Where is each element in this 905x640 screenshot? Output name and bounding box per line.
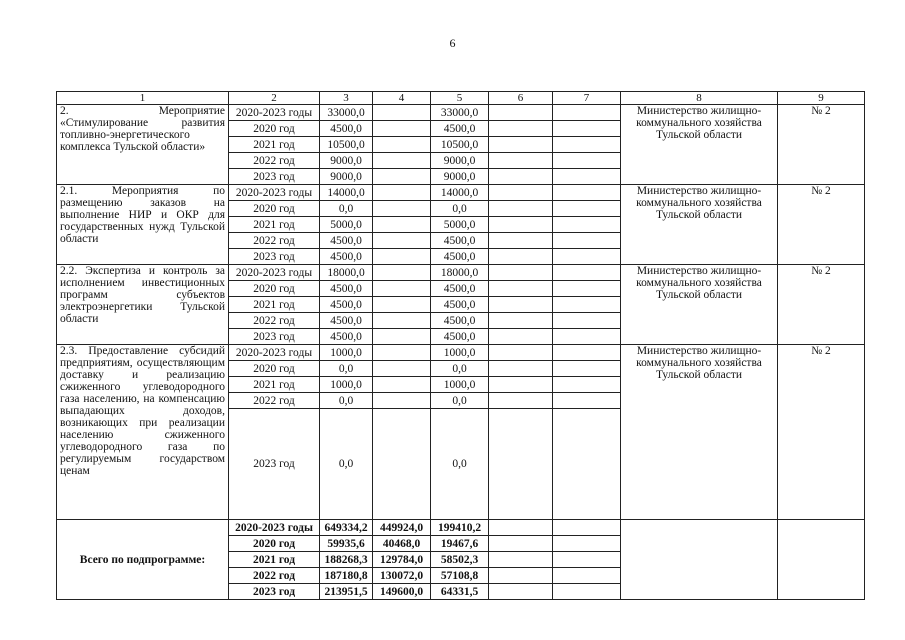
period-cell: 2023 год xyxy=(229,249,320,265)
period-cell: 2023 год xyxy=(229,169,320,185)
total-cell: 9000,0 xyxy=(320,153,373,169)
col6-cell xyxy=(489,313,553,329)
totals-federal-cell: 149600,0 xyxy=(373,584,431,600)
federal-cell xyxy=(373,329,431,345)
federal-cell xyxy=(373,233,431,249)
period-cell: 2020 год xyxy=(229,201,320,217)
totals-total-cell: 59935,6 xyxy=(320,536,373,552)
federal-cell xyxy=(373,409,431,520)
col6-cell xyxy=(489,233,553,249)
col6-cell xyxy=(489,409,553,520)
totals-total-cell: 649334,2 xyxy=(320,520,373,536)
note-cell: № 2 xyxy=(778,185,865,265)
federal-cell xyxy=(373,393,431,409)
note-cell: № 2 xyxy=(778,105,865,185)
col7-cell xyxy=(553,297,621,313)
col6-cell xyxy=(489,137,553,153)
item-name-cell xyxy=(57,105,229,185)
col7-cell xyxy=(553,520,621,536)
federal-cell xyxy=(373,217,431,233)
regional-cell: 4500,0 xyxy=(431,297,489,313)
header-cell: 4 xyxy=(373,92,431,105)
item-name: 2.1. Мероприятия по размещению заказов на выполнение НИР и ОКР для государственных нужд Тульской области xyxy=(60,185,225,245)
col6-cell xyxy=(489,568,553,584)
period-cell: 2020 год xyxy=(229,281,320,297)
totals-total-cell: 188268,3 xyxy=(320,552,373,568)
period-cell: 2021 год xyxy=(229,137,320,153)
col6-cell xyxy=(489,584,553,600)
federal-cell xyxy=(373,297,431,313)
totals-period-cell: 2021 год xyxy=(229,552,320,568)
regional-cell: 18000,0 xyxy=(431,265,489,281)
totals-period-cell: 2022 год xyxy=(229,568,320,584)
header-cell: 5 xyxy=(431,92,489,105)
regional-cell: 4500,0 xyxy=(431,281,489,297)
federal-cell xyxy=(373,169,431,185)
col6-cell xyxy=(489,153,553,169)
period-cell: 2022 год xyxy=(229,313,320,329)
subprogram-table xyxy=(56,91,865,600)
col6-cell xyxy=(489,265,553,281)
col6-cell xyxy=(489,185,553,201)
period-cell: 2021 год xyxy=(229,297,320,313)
totals-federal-cell: 130072,0 xyxy=(373,568,431,584)
regional-cell: 0,0 xyxy=(431,201,489,217)
total-cell: 4500,0 xyxy=(320,329,373,345)
col7-cell xyxy=(553,313,621,329)
period-cell: 2022 год xyxy=(229,393,320,409)
regional-cell: 0,0 xyxy=(431,361,489,377)
period-cell: 2022 год xyxy=(229,233,320,249)
regional-cell: 5000,0 xyxy=(431,217,489,233)
responsible-org-cell: Министерство жилищно-коммунального хозяйства Тульской области xyxy=(621,105,778,185)
period-cell: 2020 год xyxy=(229,361,320,377)
col6-cell xyxy=(489,536,553,552)
total-cell: 4500,0 xyxy=(320,233,373,249)
period-cell: 2020-2023 годы xyxy=(229,345,320,361)
col7-cell xyxy=(553,329,621,345)
totals-period-cell: 2020 год xyxy=(229,536,320,552)
col6-cell xyxy=(489,361,553,377)
header-cell: 2 xyxy=(229,92,320,105)
federal-cell xyxy=(373,201,431,217)
total-cell: 1000,0 xyxy=(320,345,373,361)
col6-cell xyxy=(489,393,553,409)
period-cell: 2020 год xyxy=(229,121,320,137)
federal-cell xyxy=(373,361,431,377)
col7-cell xyxy=(553,552,621,568)
federal-cell xyxy=(373,185,431,201)
period-cell: 2020-2023 годы xyxy=(229,265,320,281)
period-cell: 2021 год xyxy=(229,377,320,393)
col7-cell xyxy=(553,281,621,297)
col7-cell xyxy=(553,536,621,552)
col7-cell xyxy=(553,105,621,121)
totals-label: Всего по подпрограмме: xyxy=(57,520,229,600)
totals-regional-cell: 19467,6 xyxy=(431,536,489,552)
regional-cell: 0,0 xyxy=(431,409,489,520)
totals-period-cell: 2020-2023 годы xyxy=(229,520,320,536)
col7-cell xyxy=(553,345,621,361)
federal-cell xyxy=(373,249,431,265)
col6-cell xyxy=(489,169,553,185)
table-row xyxy=(57,105,865,121)
col6-cell xyxy=(489,297,553,313)
col6-cell xyxy=(489,201,553,217)
header-cell: 9 xyxy=(778,92,865,105)
table-row xyxy=(57,265,865,281)
header-cell: 1 xyxy=(57,92,229,105)
responsible-org-cell: Министерство жилищно-коммунального хозяйства Тульской области xyxy=(621,345,778,520)
total-cell: 9000,0 xyxy=(320,169,373,185)
header-cell: 6 xyxy=(489,92,553,105)
total-cell: 18000,0 xyxy=(320,265,373,281)
total-cell: 4500,0 xyxy=(320,121,373,137)
col7-cell xyxy=(553,153,621,169)
regional-cell: 4500,0 xyxy=(431,313,489,329)
total-cell: 4500,0 xyxy=(320,249,373,265)
item-name-cell xyxy=(57,265,229,345)
col6-cell xyxy=(489,377,553,393)
col6-cell xyxy=(489,281,553,297)
total-cell: 4500,0 xyxy=(320,313,373,329)
item-name: 2.3. Предоставление субсидий предприятиям, осуществляющим доставку и реализацию сжиженного углеводородного газа населению, на компенсацию выпадающих доходов, возникающих при реализации населению сжиженного углеводородного газа по регулируемым государством ценам xyxy=(60,345,225,477)
col6-cell xyxy=(489,552,553,568)
federal-cell xyxy=(373,265,431,281)
col7-cell xyxy=(553,121,621,137)
totals-federal-cell: 449924,0 xyxy=(373,520,431,536)
col6-cell xyxy=(489,249,553,265)
col7-cell xyxy=(553,393,621,409)
note-cell: № 2 xyxy=(778,265,865,345)
total-cell: 10500,0 xyxy=(320,137,373,153)
totals-org-cell xyxy=(621,520,778,600)
col6-cell xyxy=(489,217,553,233)
federal-cell xyxy=(373,345,431,361)
header-row xyxy=(57,92,865,105)
period-cell: 2020-2023 годы xyxy=(229,105,320,121)
total-cell: 0,0 xyxy=(320,201,373,217)
totals-federal-cell: 129784,0 xyxy=(373,552,431,568)
col7-cell xyxy=(553,568,621,584)
regional-cell: 14000,0 xyxy=(431,185,489,201)
col7-cell xyxy=(553,409,621,520)
period-cell: 2023 год xyxy=(229,329,320,345)
regional-cell: 4500,0 xyxy=(431,249,489,265)
table-row xyxy=(57,345,865,361)
total-cell: 14000,0 xyxy=(320,185,373,201)
regional-cell: 9000,0 xyxy=(431,153,489,169)
totals-regional-cell: 58502,3 xyxy=(431,552,489,568)
totals-regional-cell: 199410,2 xyxy=(431,520,489,536)
regional-cell: 33000,0 xyxy=(431,105,489,121)
totals-total-cell: 187180,8 xyxy=(320,568,373,584)
regional-cell: 4500,0 xyxy=(431,329,489,345)
col7-cell xyxy=(553,584,621,600)
col7-cell xyxy=(553,217,621,233)
total-cell: 0,0 xyxy=(320,409,373,520)
totals-federal-cell: 40468,0 xyxy=(373,536,431,552)
header-cell: 7 xyxy=(553,92,621,105)
col6-cell xyxy=(489,520,553,536)
col6-cell xyxy=(489,121,553,137)
col7-cell xyxy=(553,137,621,153)
total-cell: 4500,0 xyxy=(320,297,373,313)
col6-cell xyxy=(489,105,553,121)
item-name: 2. Мероприятие «Стимулирование развития топливно-энергетического комплекса Тульской области» xyxy=(60,105,225,153)
total-cell: 0,0 xyxy=(320,393,373,409)
total-cell: 0,0 xyxy=(320,361,373,377)
federal-cell xyxy=(373,377,431,393)
federal-cell xyxy=(373,281,431,297)
col6-cell xyxy=(489,345,553,361)
period-cell: 2023 год xyxy=(229,409,320,520)
regional-cell: 1000,0 xyxy=(431,345,489,361)
totals-note-cell xyxy=(778,520,865,600)
federal-cell xyxy=(373,137,431,153)
col7-cell xyxy=(553,169,621,185)
col7-cell xyxy=(553,265,621,281)
regional-cell: 9000,0 xyxy=(431,169,489,185)
note-cell: № 2 xyxy=(778,345,865,520)
regional-cell: 10500,0 xyxy=(431,137,489,153)
federal-cell xyxy=(373,313,431,329)
total-cell: 33000,0 xyxy=(320,105,373,121)
federal-cell xyxy=(373,121,431,137)
responsible-org-cell: Министерство жилищно-коммунального хозяйства Тульской области xyxy=(621,265,778,345)
responsible-org-cell: Министерство жилищно-коммунального хозяйства Тульской области xyxy=(621,185,778,265)
period-cell: 2020-2023 годы xyxy=(229,185,320,201)
period-cell: 2021 год xyxy=(229,217,320,233)
federal-cell xyxy=(373,105,431,121)
page-number: 6 xyxy=(449,36,456,50)
table-body xyxy=(57,92,865,600)
item-name-cell xyxy=(57,185,229,265)
period-cell: 2022 год xyxy=(229,153,320,169)
item-name-cell xyxy=(57,345,229,520)
totals-total-cell: 213951,5 xyxy=(320,584,373,600)
totals-row xyxy=(57,520,865,536)
regional-cell: 0,0 xyxy=(431,393,489,409)
header-cell: 3 xyxy=(320,92,373,105)
header-cell: 8 xyxy=(621,92,778,105)
col7-cell xyxy=(553,201,621,217)
col7-cell xyxy=(553,233,621,249)
total-cell: 1000,0 xyxy=(320,377,373,393)
col7-cell xyxy=(553,361,621,377)
regional-cell: 4500,0 xyxy=(431,121,489,137)
totals-period-cell: 2023 год xyxy=(229,584,320,600)
totals-regional-cell: 57108,8 xyxy=(431,568,489,584)
col6-cell xyxy=(489,329,553,345)
regional-cell: 1000,0 xyxy=(431,377,489,393)
item-name: 2.2. Экспертиза и контроль за исполнением инвестиционных программ субъектов электроэнергетики Тульской области xyxy=(60,265,225,325)
col7-cell xyxy=(553,185,621,201)
federal-cell xyxy=(373,153,431,169)
col7-cell xyxy=(553,249,621,265)
table-row xyxy=(57,185,865,201)
totals-regional-cell: 64331,5 xyxy=(431,584,489,600)
col7-cell xyxy=(553,377,621,393)
total-cell: 5000,0 xyxy=(320,217,373,233)
regional-cell: 4500,0 xyxy=(431,233,489,249)
total-cell: 4500,0 xyxy=(320,281,373,297)
